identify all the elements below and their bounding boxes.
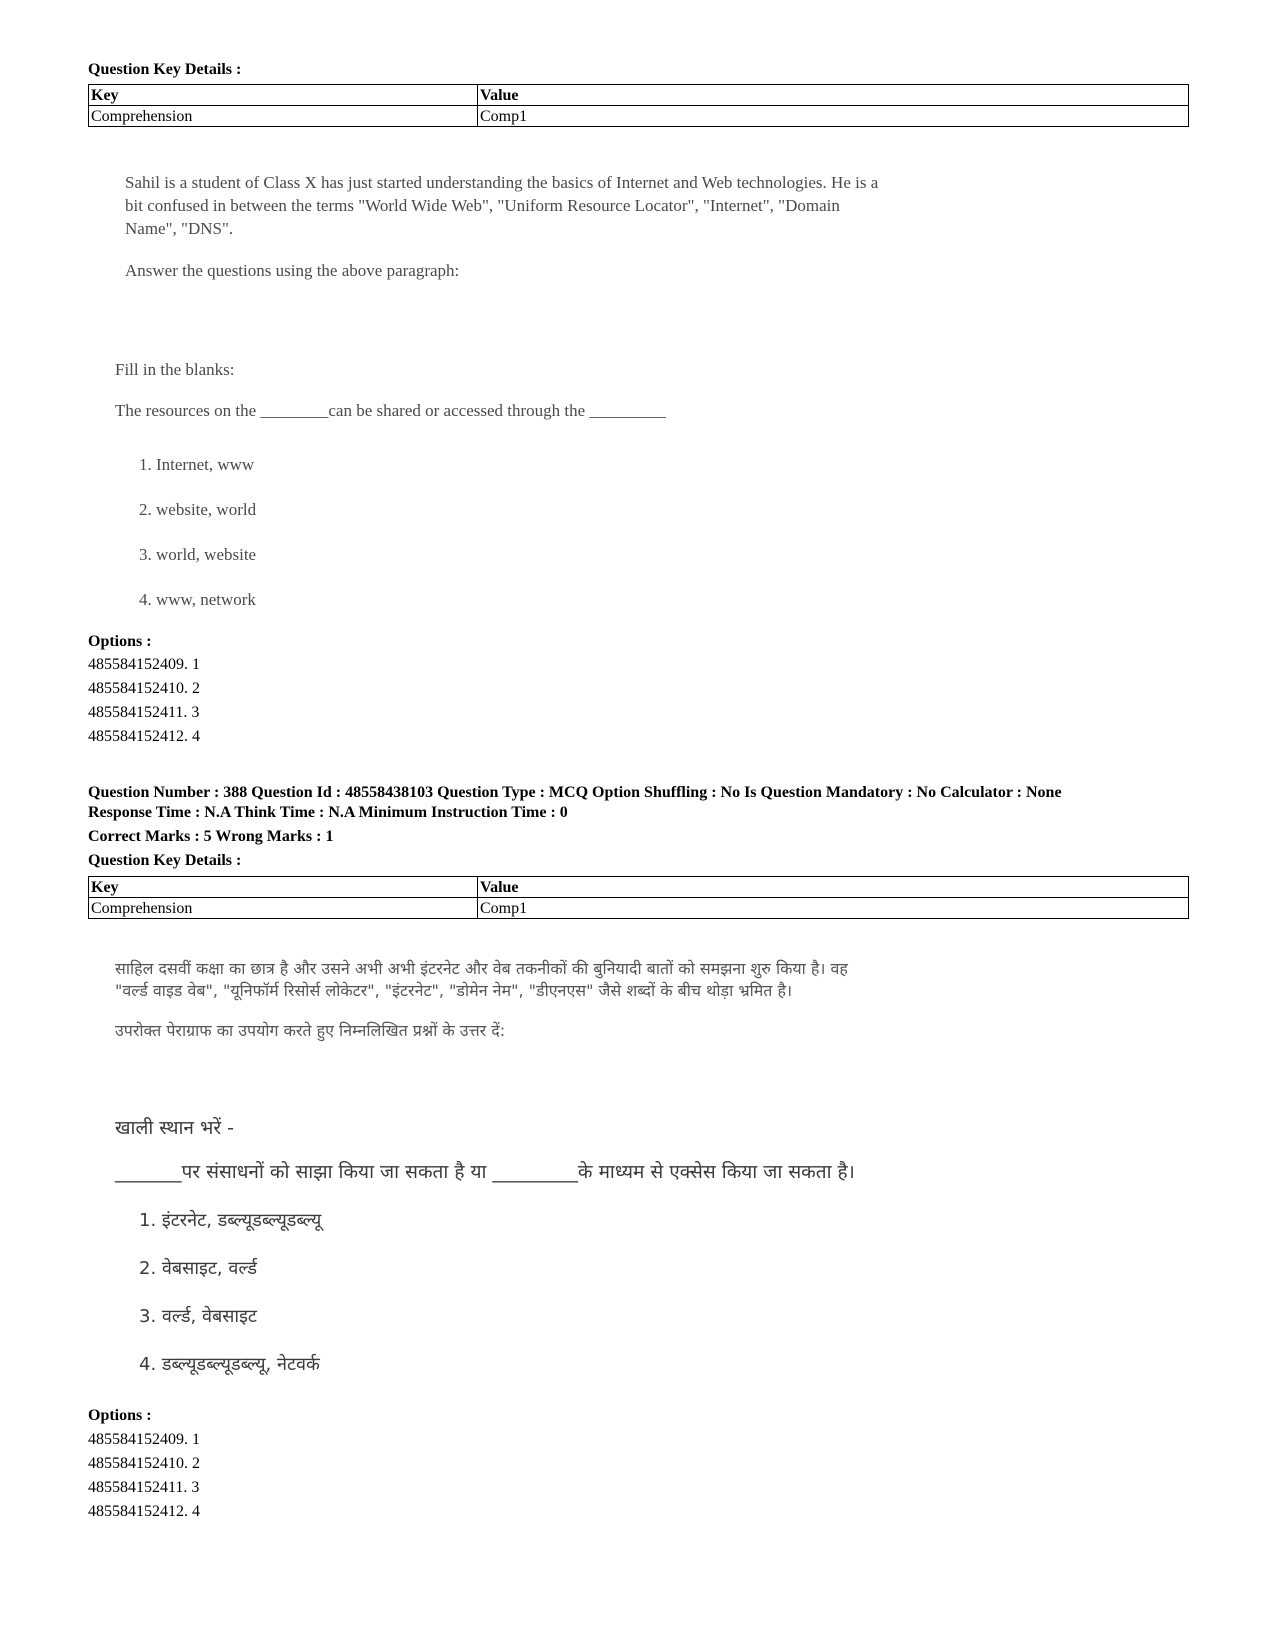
table-cell-key: Comprehension [89, 898, 478, 919]
table-header-key: Key [89, 877, 478, 898]
option-item: 485584152412. 4 [88, 1503, 200, 1520]
table-row [89, 106, 1189, 127]
choices-list [139, 442, 915, 622]
passage-image-english [125, 171, 1025, 282]
option-item: 485584152412. 4 [88, 728, 200, 745]
passage-line: साहिल दसवीं कक्षा का छात्र है और उसने अभी अभी इंटरनेट और वेब तकनीकों की बुनियादी बातों को समझना शुरु किया है। वह [115, 959, 848, 978]
question-image-hindi [115, 1115, 1075, 1389]
choice-item: 1. इंटरनेट, डब्ल्यूडब्ल्यूडब्ल्यू [139, 1210, 322, 1231]
question-prompt: Fill in the blanks: [115, 360, 235, 379]
options-label: Options : [88, 1407, 152, 1424]
table-header-row [89, 877, 1189, 898]
passage-line: Name", "DNS". [125, 219, 234, 238]
option-item: 485584152409. 1 [88, 1431, 200, 1448]
choice-item: 4. www, network [139, 590, 256, 609]
table-cell-value: Comp1 [478, 106, 1189, 127]
table-header-value: Value [478, 85, 1189, 106]
table-row [89, 898, 1189, 919]
key-details-table [88, 84, 1189, 127]
choice-item: 3. वर्ल्ड, वेबसाइट [139, 1306, 258, 1327]
table-header-row [89, 85, 1189, 106]
choice-item: 1. Internet, www [139, 455, 255, 474]
marks-line: Correct Marks : 5 Wrong Marks : 1 [88, 828, 334, 845]
choice-item: 2. website, world [139, 500, 257, 519]
choices-list [139, 1197, 1075, 1389]
passage-image-hindi [115, 958, 1075, 1042]
key-details-label: Question Key Details : [88, 852, 242, 869]
choice-item: 2. वेबसाइट, वर्ल्ड [139, 1258, 258, 1279]
table-cell-value: Comp1 [478, 898, 1189, 919]
table-header-value: Value [478, 877, 1189, 898]
passage-line: Sahil is a student of Class X has just started understanding the basics of Internet and Web technologies. He is a [125, 173, 879, 192]
options-label: Options : [88, 633, 152, 650]
option-item: 485584152411. 3 [88, 704, 200, 721]
passage-instruction: उपरोक्त पेराग्राफ का उपयोग करते हुए निम्नलिखित प्रश्नों के उत्तर दें: [115, 1021, 506, 1040]
table-cell-key: Comprehension [89, 106, 478, 127]
option-item: 485584152411. 3 [88, 1479, 200, 1496]
question-sentence: _______पर संसाधनों को साझा किया जा सकता है या _________के माध्यम से एक्सेस किया जा सकता है। [115, 1161, 855, 1183]
passage-line: "वर्ल्ड वाइड वेब", "यूनिफॉर्म रिसोर्स लोकेटर", "इंटरनेट", "डोमेन नेम", "डीएनएस" जैसे शब्दों के बीच थोड़ा भ्रमित है। [115, 981, 793, 1000]
option-item: 485584152410. 2 [88, 1455, 200, 1472]
table-header-key: Key [89, 85, 478, 106]
choice-item: 3. world, website [139, 545, 257, 564]
question-meta-line: Question Number : 388 Question Id : 48558438103 Question Type : MCQ Option Shuffling : No Is Question Mandatory : No Calculator : None [88, 784, 1062, 801]
question-image-english [115, 358, 915, 622]
option-item: 485584152410. 2 [88, 680, 200, 697]
question-prompt: खाली स्थान भरें - [115, 1117, 234, 1139]
option-item: 485584152409. 1 [88, 656, 200, 673]
question-sentence: The resources on the ________can be shared or accessed through the _________ [115, 401, 666, 420]
question-meta-line: Response Time : N.A Think Time : N.A Minimum Instruction Time : 0 [88, 804, 568, 821]
key-details-table [88, 876, 1189, 919]
key-details-label: Question Key Details : [88, 61, 242, 78]
passage-instruction: Answer the questions using the above paragraph: [125, 261, 460, 280]
passage-line: bit confused in between the terms "World Wide Web", "Uniform Resource Locator", "Internet", "Domain [125, 196, 840, 215]
choice-item: 4. डब्ल्यूडब्ल्यूडब्ल्यू, नेटवर्क [139, 1354, 320, 1375]
